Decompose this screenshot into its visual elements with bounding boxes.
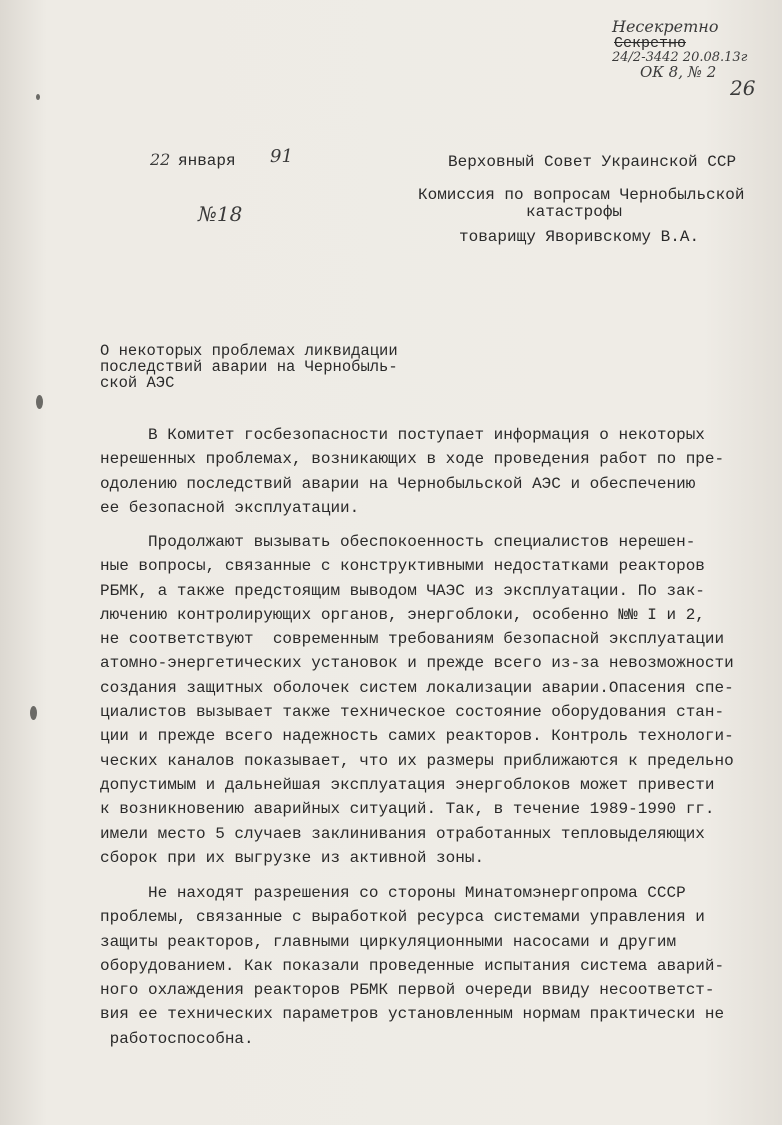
text-line: создания защитных оболочек систем локализации аварии.Опасения спе-: [100, 678, 734, 697]
document-number: №18: [198, 202, 243, 226]
paragraph-1: [100, 423, 724, 520]
text-line: работоспособна.: [100, 1029, 254, 1048]
subject-line: последствий аварии на Чернобыль-: [100, 358, 398, 376]
text-line: оборудованием. Как показали проведенные испытания система аварий-: [100, 956, 725, 975]
secret-stamp-crossed: Секретно: [614, 35, 687, 52]
binder-hole-icon: [30, 706, 37, 720]
text-line: РБМК, а также предстоящим выводом ЧАЭС из эксплуатации. По зак-: [100, 581, 705, 600]
text-line: одолению последствий аварии на Чернобыльской АЭС и обеспечению: [100, 474, 696, 493]
text-line: к возникновению аварийных ситуаций. Так, в течение 1989-1990 гг.: [100, 800, 715, 819]
text-line: Не находят разрешения со стороны Минатомэнергопрома СССР: [100, 884, 686, 902]
binder-mark-icon: [36, 94, 40, 100]
date-year: 91: [270, 146, 293, 167]
addressee-line: Верховный Совет Украинской ССР: [448, 153, 737, 171]
addressee-line: товарищу Яворивскому В.А.: [459, 228, 700, 246]
text-line: защиты реакторов, главными циркуляционными насосами и другим: [100, 932, 677, 951]
archive-note: ОК 8, № 2: [640, 63, 717, 81]
text-line: Продолжают вызывать обеспокоенность специалистов нерешен-: [100, 533, 696, 551]
text-line: вия ее технических параметров установленным нормам практически не: [100, 1005, 725, 1024]
text-line: циалистов вызывает также техническое состояние оборудования стан-: [100, 703, 725, 722]
subject-block: [100, 343, 398, 391]
text-line: допустимым и дальнейшая эксплуатация энергоблоков может привести: [100, 775, 715, 794]
paragraph-2: [100, 530, 734, 870]
registry-note: 24/2-3442 20.08.13г: [612, 50, 748, 65]
text-line: ные вопросы, связанные с конструктивными недостатками реакторов: [100, 557, 705, 576]
sheet-number: 26: [730, 76, 756, 100]
binder-hole-icon: [36, 395, 43, 409]
subject-line: О некоторых проблемах ликвидации: [100, 342, 398, 360]
text-line: ческих каналов показывает, что их размеры приближаются к предельно: [100, 751, 734, 770]
paragraph-3: [100, 881, 724, 1051]
subject-line: ской АЭС: [100, 374, 175, 392]
text-line: ного охлаждения реакторов РБМК первой очереди ввиду несоответст-: [100, 981, 715, 1000]
date-day: 22: [150, 150, 171, 169]
addressee-line: катастрофы: [526, 203, 623, 221]
date-month: января: [178, 152, 236, 170]
text-line: сборок при их выгрузке из активной зоны.: [100, 848, 485, 867]
text-line: лючению контролирующих органов, энергоблоки, особенно №№ I и 2,: [100, 605, 705, 624]
text-line: не соответствуют современным требованиям безопасной эксплуатации: [100, 630, 725, 649]
text-line: имели место 5 случаев заклинивания отработанных тепловыделяющих: [100, 824, 705, 843]
text-line: ее безопасной эксплуатации.: [100, 498, 360, 517]
handwritten-declassified-note: Несекретно: [612, 17, 719, 36]
text-line: атомно-энергетических установок и прежде всего из-за невозможности: [100, 654, 734, 673]
text-line: проблемы, связанные с выработкой ресурса системами управления и: [100, 908, 705, 927]
text-line: ции и прежде всего надежность самих реакторов. Контроль технологи-: [100, 727, 734, 746]
addressee-line: Комиссия по вопросам Чернобыльской: [418, 186, 745, 204]
text-line: нерешенных проблемах, возникающих в ходе проведения работ по пре-: [100, 450, 725, 469]
text-line: В Комитет госбезопасности поступает информация о некоторых: [100, 426, 705, 444]
